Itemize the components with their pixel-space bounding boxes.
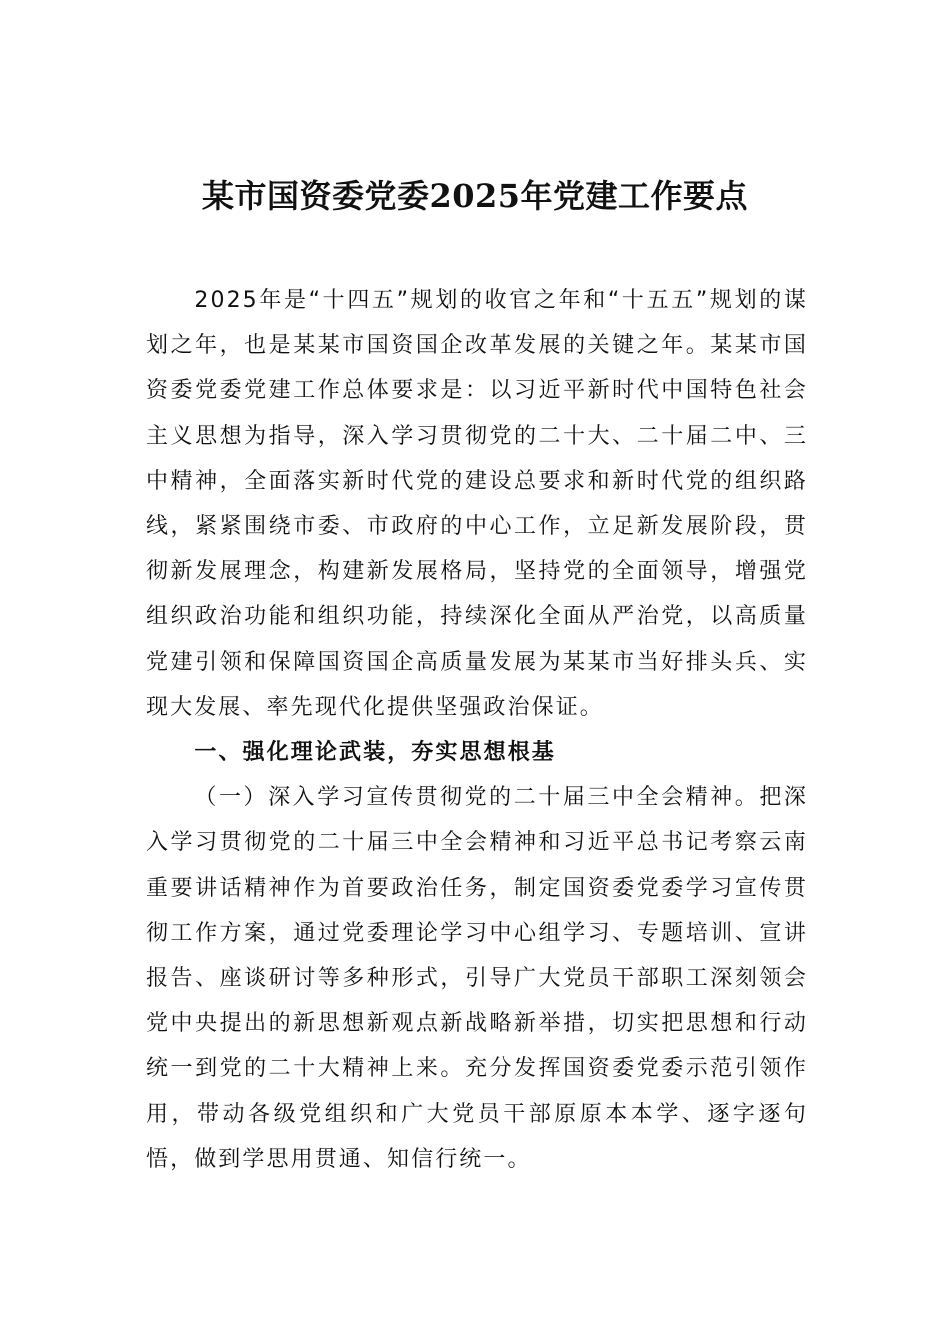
section-1-item-1-paragraph [146, 775, 808, 1182]
document-title: 某市国资委党委2025年党建工作要点 [201, 177, 749, 215]
section-1-item-1-lead: （一）深入学习宣传贯彻党的二十届三中全会精神。 [194, 785, 760, 811]
section-1-item-1-body: 把深入学习贯彻党的二十届三中全会精神和习近平总书记考察云南重要讲话精神作为首要政治任务，制定国资委党委学习宣传贯彻工作方案，通过党委理论学习中心组学习、专题培训、宣讲报告、座谈研讨等多种形式，引导广大党员干部职工深刻领会党中央提出的新思想新观点新战略新举措，切实把思想和行动统一到党的二十大精神上来。充分发挥国资委党委示范引领作用，带动各级党组织和广大党员干部原原本本学、逐字逐句悟，做到学思用贯通、知信行统一。 [146, 785, 808, 1172]
document-body [146, 278, 808, 1182]
section-1-heading: 一、强化理论武装，夯实思想根基 [194, 740, 556, 766]
intro-paragraph: 2025年是“十四五”规划的收官之年和“十五五”规划的谋划之年，也是某某市国资国企改革发展的关键之年。某某市国资委党委党建工作总体要求是：以习近平新时代中国特色社会主义思想为指导，深入学习贯彻党的二十大、二十届二中、三中精神，全面落实新时代党的建设总要求和新时代党的组织路线，紧紧围绕市委、市政府的中心工作，立足新发展阶段，贯彻新发展理念，构建新发展格局，坚持党的全面领导，增强党组织政治功能和组织功能，持续深化全面从严治党，以高质量党建引领和保障国资国企高质量发展为某某市当好排头兵、实现大发展、率先现代化提供坚强政治保证。 [146, 288, 808, 720]
